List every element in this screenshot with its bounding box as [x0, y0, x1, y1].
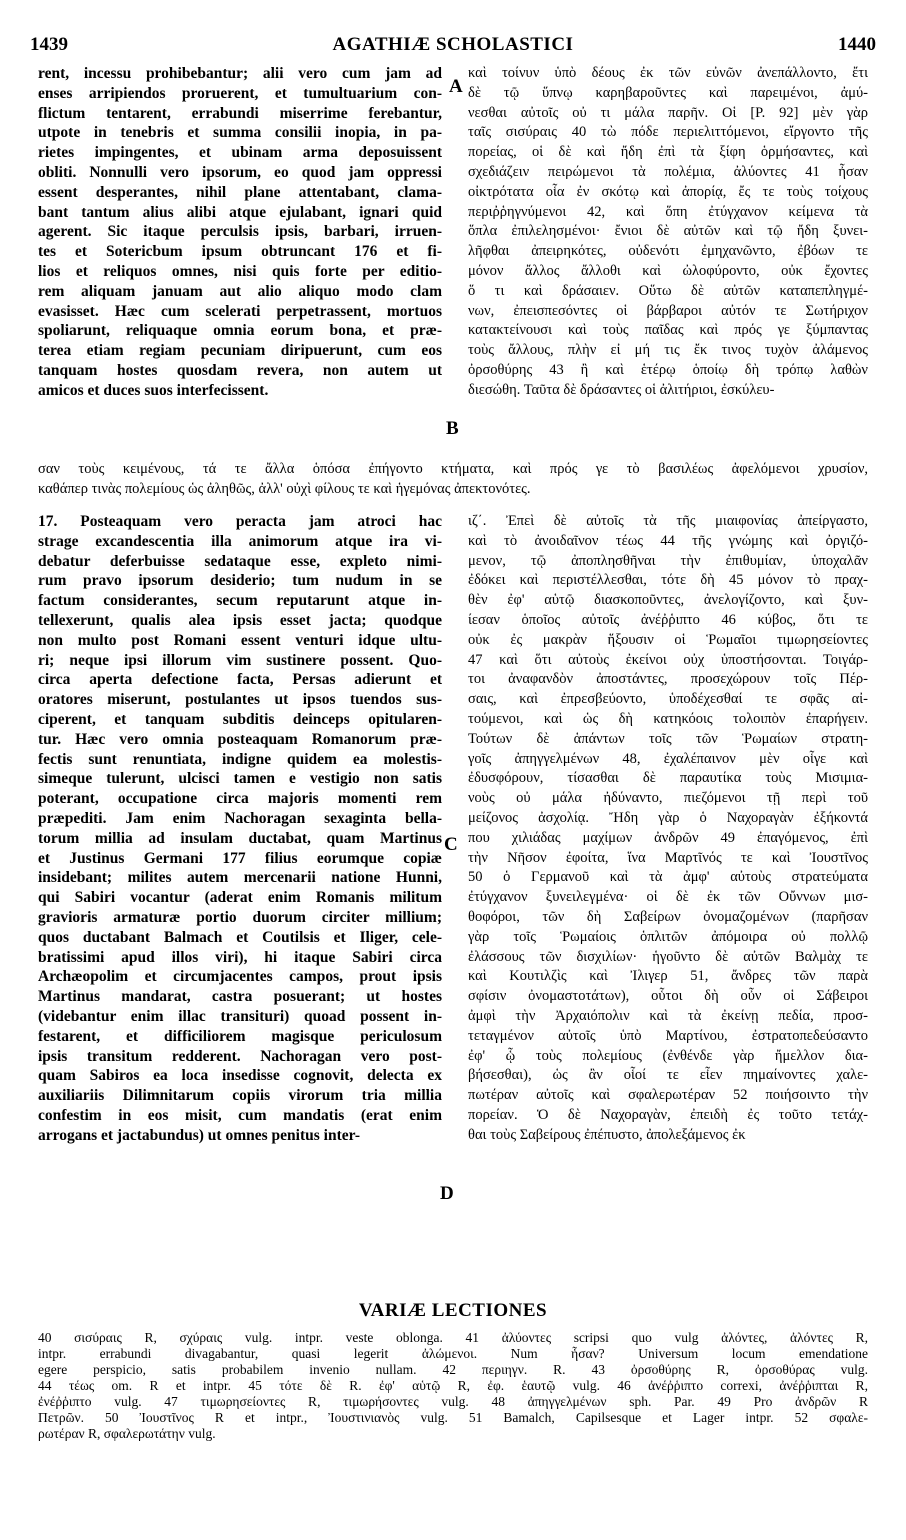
text-line: Πετρῶν. 50 Ἰουστῖνος R et intpr., Ἰουστινιανὸς vulg. 51 Bamalch, Capilsesque et Lager intpr. 52 σφαλε- [38, 1410, 868, 1425]
text-line: θὲν ἐφ' αὑτῷ διασκοποῦντες, ἀνελογίζοντο, καὶ ξυν- [468, 592, 868, 609]
text-line: μενον, τῷ ἀποπλησθῆναι τὴν ἐπιθυμίαν, ὑποχαλᾶν [468, 552, 868, 569]
text-line: fectis sunt renuntiata, indigne quidem ea molestis- [38, 750, 442, 768]
text-line: oratores miserunt, postulantes ut ipsos tuendos sus- [38, 691, 442, 709]
text-line: βήσεσθαι), ὡς ἂν οἷοί τε εἶεν πημαίνοντες χαλε- [468, 1067, 868, 1084]
text-line: Martinus mandarat, castra posuerant; ut hostes [38, 988, 442, 1006]
text-line: rietes impingentes, et ubinam arma deposuissent [38, 144, 442, 162]
text-line: τὴν Νῆσον ἐφοίτα, ἵνα Μαρτῖνός τε καὶ Ἰουστῖνος [468, 849, 868, 866]
text-line: σαν τοὺς κειμένους, τά τε ἄλλα ὁπόσα ἐπήγοντο κτήματα, καὶ πρός γε τὸ βασιλέως ἀφελόμενοι χρυσίον, [38, 461, 868, 477]
text-line: torum millia ad insulam ductabat, quam Martinus [38, 829, 442, 847]
text-line: ciperent, et tanquam subditis deinceps opitularen- [38, 710, 442, 728]
page-number-left: 1439 [30, 34, 68, 55]
text-line: 40 σισύραις R, σχύραις vulg. intpr. veste oblonga. 41 ἀλύοντες scripsi quo vulg ἀλόντες, ἀλόντες R, [38, 1330, 868, 1345]
text-line: καὶ τὸ ἀνοιδαῖνον τέως 44 τῆς γνώμης καὶ ὀργιζό- [468, 532, 868, 549]
text-line: Τούτων δὲ ἁπάντων τοῖς τῶν Ῥωμαίων στρατη- [468, 730, 868, 747]
text-line: κατακτείνουσι καὶ τοὺς παῖδας καὶ πρός γε ξύμπαντας [468, 322, 868, 339]
text-line: που χιλιάδας μαχίμων ἀνδρῶν 49 ἐπαγόμενος, ἐπὶ [468, 829, 868, 846]
text-line: σαις, καὶ ἐπρεσβεύοντο, ὑποδέχεσθαί τε σφᾶς αἰ- [468, 691, 868, 708]
text-line: περιῤῥηγνύμενοι 42, καὶ ὅπη ἐτύγχανον κείμενα τὰ [468, 203, 868, 220]
text-line: intpr. errabundi divagabantur, quasi legerit ἀλώμενοι. Num ἦσαν? Universum locum emendatione [38, 1346, 868, 1361]
text-line: πωτέραν αὐτοῖς καὶ σφαλερωτέραν 52 ποιήσοιντο τὴν [468, 1087, 868, 1104]
running-title: AGATHIÆ SCHOLASTICI [332, 34, 574, 55]
text-line: bratissimi apud illos viri), hi itaque Sabiri circa [38, 948, 442, 966]
text-line: ὅπλα ἐπιλελησμένοι· ἔνιοι δὲ αὐτῶν καὶ τῷ ἤδη ξυνει- [468, 223, 868, 240]
text-line: ιζ΄. Ἐπεὶ δὲ αὐτοῖς τὰ τῆς μιαιφονίας ἀπείργαστο, [468, 513, 868, 529]
text-line: ὀρσοθύρης 43 ἢ καὶ ἑτέρῳ ὁποίῳ δὴ τρόπῳ λαθὼν [468, 361, 868, 378]
text-line: arrogans et jactabundus) ut omnes penitus inter- [38, 1126, 361, 1144]
text-line: θοφόροι, τῶν δὴ Σαβείρων ὀνομαζομένων (παρῆσαν [468, 908, 868, 925]
text-line: simeque tulerunt, ulcisci tamen e vestigio non satis [38, 770, 442, 788]
text-line: flictum tentarent, errabundi miserrime ferebantur, [38, 104, 442, 122]
text-line: ri; neque ipsi illorum vim sustinere possent. Quo- [38, 651, 442, 669]
text-line: ρωτέραν R, σφαλερωτάτην vulg. [38, 1426, 216, 1441]
text-line: νων, ἐπεισπεσόντες οἱ βάρβαροι αὐτόν τε Σωτήριχον [468, 302, 868, 319]
text-line: πορείαν. Ὁ δὲ Ναχοραγὰν, ἐπειδὴ ἐς τοῦτο τετάχ- [468, 1106, 868, 1123]
greek-column-section-16 [468, 64, 868, 401]
text-line: tanquam hostes quosdam revera, non autem ut [38, 361, 442, 379]
text-line: σφίσιν ὀνομαστοτάτων), οὗτοι δὴ οὖν οἱ Σάβειροι [468, 988, 868, 1005]
text-line: obliti. Nonnulli vero ipsorum, eo quod jam oppressi [38, 163, 442, 181]
text-line: qui Sabiri vocantur (aderat enim Romanis militum [38, 889, 442, 907]
text-line: Archæopolim et circumjacentes campos, prout ipsis [38, 968, 442, 986]
text-line: ἐδυσφόρουν, τίσασθαι δὲ παραυτίκα τοὺς Μισιμια- [468, 770, 868, 787]
text-line: οὐκ ἐς μακρὰν ἥξουσιν οἱ Ῥωμαῖοι τιμωρησείοντες [468, 631, 868, 648]
text-line: confestim in eos misit, cum mandatis (erat enim [38, 1106, 442, 1124]
variae-lectiones-heading: VARIÆ LECTIONES [358, 1300, 548, 1321]
text-line: γοῖς ἀπηγγελμένων 48, ἐχαλέπαινον μὲν οἷγε καὶ [468, 750, 868, 767]
text-line: egere perspicio, satis probabilem invenio nullam. 42 περιηγν. R. 43 ὀρσοθύρης R, ὀρσοθύρας vulg. [38, 1362, 868, 1377]
text-line: circa aperta defectione facta, Persas adierunt et [38, 671, 442, 689]
text-line: νεσθαι αὐτοῖς οὐ τι μάλα παρῆν. Οἱ [P. 92] μὲν γὰρ [468, 104, 868, 121]
variae-lectiones-notes [38, 1330, 868, 1442]
page-number-right: 1440 [838, 34, 876, 55]
text-line: factum considerantes, secum reputarunt atque in- [38, 592, 442, 610]
text-line: agerent. Sic itaque perculsis ipsis, barbari, irruen- [38, 223, 442, 241]
text-line: λῆφθαι ἀπειρηκότες, οὐδενότι ἐμηχανῶντο, ἐβόων τε [468, 243, 868, 260]
text-line: evasisset. Hæc cum scelerati perpetrassent, mortuos [38, 302, 442, 320]
text-line: οἰκτρότατα οἷα ἐν σκότῳ καὶ ἀπορίᾳ, ἔς τε τοὺς τοίχους [468, 183, 868, 200]
text-line: μόνον ἄλλος ἄλλοθι καὶ ὠλοφύροντο, οὐκ ἔχοντες [468, 262, 868, 279]
text-line: γὰρ τοῖς Ῥωμαίοις ὁπλιτῶν ἀπόμοιρα οὐ πολλῷ [468, 928, 868, 945]
margin-letter-a: A [449, 76, 463, 97]
text-line: ίεσαν ὁποῖος αὐτοῖς ἀνέῤῥιπτο 46 κύβος, ὅτι τε [468, 611, 868, 628]
text-line: 50 ὁ Γερμανοῦ καὶ τὰ ἀμφ' αὐτοὺς στρατεύματα [468, 869, 868, 886]
text-line: ἐλάσσους τῶν δισχιλίων· ἡγοῦντο δὲ αὐτῶν Βαλμὰχ τε [468, 948, 868, 965]
text-line: ἐνέῤῥιπτο vulg. 47 τιμωρησείοντες R, τιμωρήσοντες vulg. 48 ἀπηγγελμένων sph. Par. 49 Pro ἀνδρῶν R [38, 1394, 868, 1409]
latin-column-section-17 [38, 512, 442, 1146]
text-line: (videbantur enim illac transituri) quoad possent in- [38, 1007, 442, 1025]
text-line: 44 τέως om. R et intpr. 45 τότε δὲ R. ἐφ' αὑτῷ R, ἐφ. ἑαυτῷ vulg. 46 ἀνέῤῥιπτο correxi, ἀνέῤῥιπται R, [38, 1378, 868, 1393]
text-line: θαι τοὺς Σαβείρους ἐπέπυστο, ἀπολεξάμενος ἐκ [468, 1126, 746, 1143]
text-line: quos ductabant Balmach et Coutilsis et Iliger, cele- [38, 928, 442, 946]
text-line: τοι ἀναφανδὸν ἀποστάντες, προσεχώρουν τοῖς Πέρ- [468, 671, 868, 688]
text-line: quam Sabiros ea loca insedisse cognovit, delecta ex [38, 1067, 442, 1085]
text-line: τοὺς ἄλλους, πλὴν εἰ μή τις ἔκ τινος τυχὸν ἀλάμενος [468, 342, 868, 359]
text-line: præpediti. Jam enim Nachoragan sexaginta bella- [38, 809, 442, 827]
text-line: μείζονος ἀσχολίᾳ. Ἤδη γὰρ ὁ Ναχοραγὰν ἐξήκοντά [468, 809, 868, 826]
text-line: utpote in tenebris et summa consilii inopia, in pa- [38, 124, 442, 142]
margin-letter-c: C [444, 834, 458, 855]
text-line: bant tantum alius alibi atque ejulabant, ignari quid [38, 203, 442, 221]
margin-letter-b: B [446, 418, 459, 439]
text-line: rum pravo ipsorum desiderio; tum nudum in se [38, 572, 442, 590]
text-line: ταῖς σισύραις 40 τὼ πόδε περιελιττόμενοι, εἴργοντο τῆς [468, 124, 868, 141]
text-line: amicos et duces suos interfecissent. [38, 381, 269, 399]
full-width-greek-continuation [38, 460, 868, 500]
text-line: ὅ τι καὶ δράσαιεν. Οὕτω δὲ αὐτῶν καταπεπληγμέ- [468, 282, 868, 299]
text-line: tur. Hæc vero omnia posteaquam Romanorum præ- [38, 730, 442, 748]
text-line: tes et Sotericbum ipsum obtruncant 176 et fi- [38, 243, 442, 261]
text-line: τεταγμένον αὐτοῖς ὑπὸ Μαρτίνου, ἐστρατοπεδεύσαντο [468, 1027, 868, 1044]
latin-column-section-16 [38, 64, 442, 401]
text-line: ἐτύγχανον ξυνειλεγμένα· οἱ δὲ ἐκ τῶν Οὔννων μισ- [468, 889, 868, 906]
text-line: strage excandescentia illa animorum atque ira vi- [38, 532, 442, 550]
text-line: διεσώθη. Ταῦτα δὲ δράσαντες οἱ ἀλιτήριοι, ἐσκύλευ- [468, 381, 775, 398]
text-line: ἐδόκει καὶ περιστέλλεσθαι, τότε δὴ 45 μόνον τὸ πραχ- [468, 572, 868, 589]
text-line: auxiliariis Dilimnitarum copiis virorum tria millia [38, 1087, 442, 1105]
text-line: rem aliquam januam aut alio aliquo modo clam [38, 282, 442, 300]
text-line: δὲ τῷ ὕπνῳ καρηβαροῦντες καὶ παρειμένοι, ἀμύ- [468, 84, 868, 101]
text-line: καθάπερ τινὰς πολεμίους ὡς ἀληθῶς, ἀλλ' οὐχὶ φίλους τε καὶ ἡγεμόνας ἀπεκτονότες. [38, 480, 531, 497]
text-line: σχεδιάζειν πειρώμενοι τὰ πολέμια, ἀλύοντες 41 ἦσαν [468, 163, 868, 180]
text-line: non multo post Romani essent venturi idque ultu- [38, 631, 442, 649]
margin-letter-d: D [440, 1183, 454, 1204]
text-line: essent desperantes, nihil plane attentabant, clama- [38, 183, 442, 201]
text-line: τούμενοι, καὶ ὡς δὴ κατηκόοις τολοιπὸν ἐπαρήγειν. [468, 710, 868, 727]
text-line: tellexerunt, qualis alea ipsis esset jacta; quodque [38, 611, 442, 629]
text-line: gravioris armaturæ portio duorum circiter millium; [38, 908, 442, 926]
text-line: insidebant; milites autem mercenarii natione Hunni, [38, 869, 442, 887]
text-line: spoliarunt, reliquaque omnia eorum bona, et præ- [38, 322, 442, 340]
text-line: festarent, et difficiliorem magisque periculosum [38, 1027, 442, 1045]
text-line: rent, incessu prohibebantur; alii vero cum jam ad [38, 65, 442, 82]
text-line: terea etiam regiam pecuniam diripuerunt, cum eos [38, 342, 442, 360]
greek-column-section-17 [468, 512, 868, 1146]
text-line: et Justinus Germani 177 filius eorumque copiæ [38, 849, 442, 867]
text-line: debatur deferbuisse sedataque esse, expleto nimi- [38, 552, 442, 570]
text-line: ipsis transitum redderent. Nachoragan vero post- [38, 1047, 442, 1065]
text-line: 17. Posteaquam vero peracta jam atroci hac [38, 513, 442, 530]
running-header [30, 34, 876, 58]
text-line: πορείας, οἱ δὲ καὶ ἤδη ἐπὶ τὰ ξίφη ὁρμήσαντες, καὶ [468, 144, 868, 161]
text-line: νοὺς οὐ μάλα ἠδύναντο, πιεζόμενοι τῇ περὶ τοῦ [468, 790, 868, 807]
text-line: καὶ Κουτιλζὶς καὶ Ἰλιγερ 51, ἄνδρες τῶν παρὰ [468, 968, 868, 985]
text-line: poterant, occupatione circa majoris momenti rem [38, 790, 442, 808]
text-line: enses arripiendos proruerent, et tumultuarium con- [38, 84, 442, 102]
text-line: καὶ τοίνυν ὑπὸ δέους ἐκ τῶν εὐνῶν ἀνεπάλλοντο, ἔτι [468, 65, 868, 81]
text-line: lios et reliquos omnes, nisi quis forte per editio- [38, 262, 442, 280]
text-line: ἀμφὶ τὴν Ἀρχαιόπολιν καὶ τὰ ἐκείνῃ πεδία, προσ- [468, 1007, 868, 1024]
text-line: 47 καὶ ὅτι αὐτοὺς ἐκείνοι οὐχ ὑποστήσονται. Τοιγάρ- [468, 651, 868, 668]
text-line: ἐφ' ᾧ τοὺς πολεμίους (ἐνθένδε γὰρ ἤμελλον δια- [468, 1047, 868, 1064]
